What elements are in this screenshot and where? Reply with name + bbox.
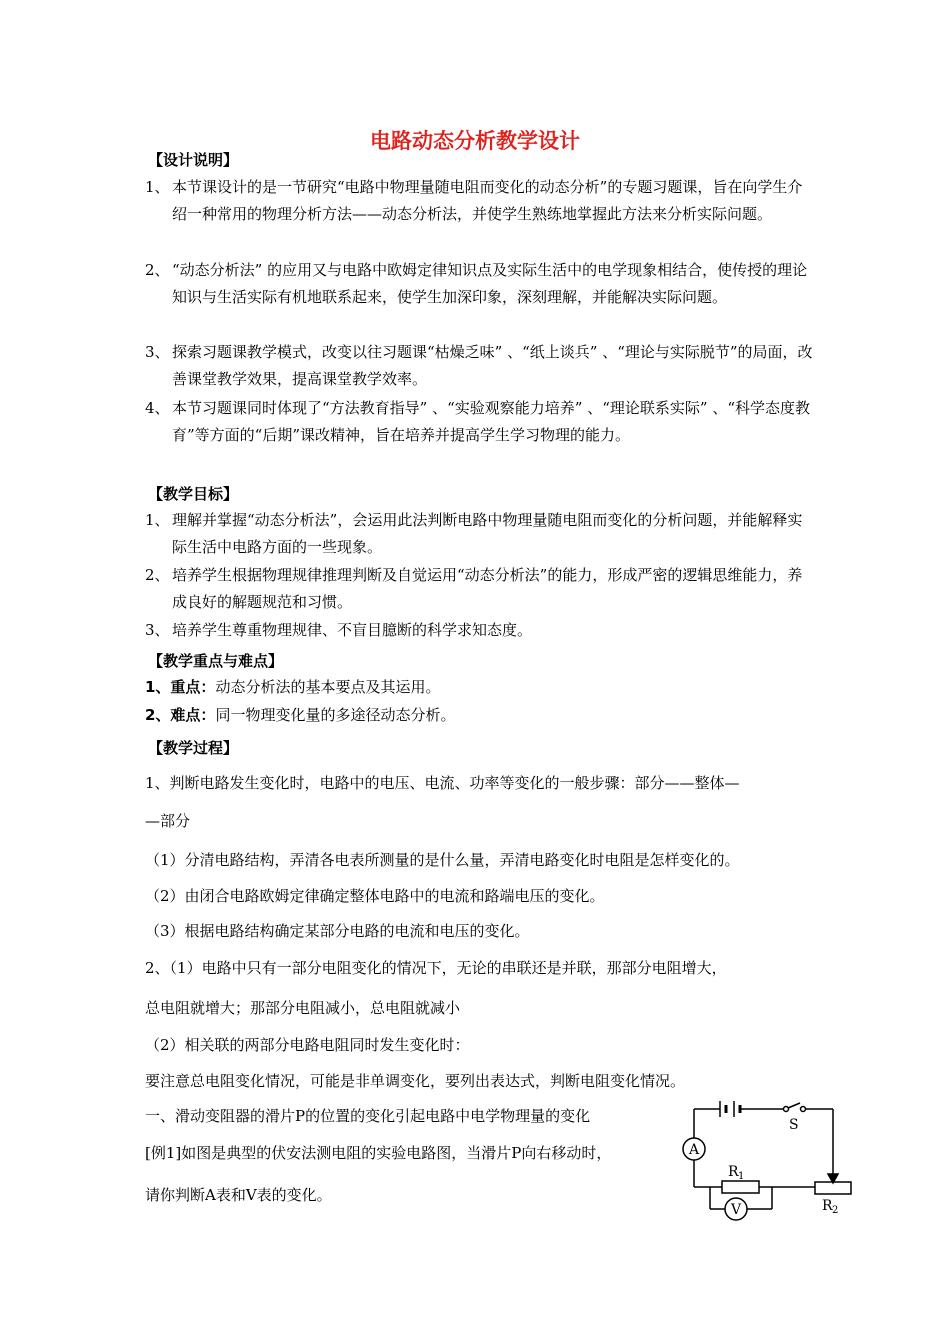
process-line: 1、判断电路发生变化时，电路中的电压、电流、功率等变化的一般步骤：部分——整体— xyxy=(145,774,740,792)
item-text: 本节习题课同时体现了“方法教育指导” 、“实验观察能力培养” 、“理论联系实际” 、“科学态度教育”等方面的“后期”课改精神，旨在培养并提高学生学习物理的能力。 xyxy=(172,399,810,444)
item-number: 1、 xyxy=(145,178,170,196)
list-item xyxy=(145,507,815,561)
section-heading-process: 【教学过程】 xyxy=(148,739,239,757)
process-line: 2、（1）电路中只有一部分电阻变化的情况下，无论的串联还是并联，那部分电阻增大， xyxy=(145,959,727,977)
item-text: 理解并掌握“动态分析法”，会运用此法判断电路中物理量随电阻而变化的分析问题，并能解释实际生活中电路方面的一些现象。 xyxy=(172,511,803,556)
key-point-text: 动态分析法的基本要点及其运用。 xyxy=(215,678,441,696)
list-item xyxy=(145,257,815,311)
switch-icon xyxy=(784,1107,789,1112)
process-line: 要注意总电阻变化情况，可能是非单调变化，要列出表达式，判断电阻变化情况。 xyxy=(145,1072,686,1090)
item-text: 培养学生尊重物理规律、不盲目臆断的科学求知态度。 xyxy=(172,621,533,639)
list-item xyxy=(145,395,815,449)
item-number: 4、 xyxy=(145,399,170,417)
process-line: 请你判断A表和V表的变化。 xyxy=(145,1186,332,1204)
key-point xyxy=(145,704,455,725)
item-text: 本节课设计的是一节研究“电路中物理量随电阻而变化的动态分析”的专题习题课，旨在向学生介绍一种常用的物理分析方法——动态分析法，并使学生熟练地掌握此方法来分析实际问题。 xyxy=(172,178,803,223)
process-line: —部分 xyxy=(145,812,191,830)
process-line: （2）相关联的两部分电路电阻同时发生变化时： xyxy=(145,1036,470,1054)
r1-subscript: 1 xyxy=(738,1171,745,1182)
r1-label: R xyxy=(728,1164,739,1180)
item-text: 培养学生根据物理规律推理判断及自觉运用“动态分析法”的能力，形成严密的逻辑思维能力，养成良好的解题规范和习惯。 xyxy=(172,566,803,611)
switch-label: S xyxy=(789,1117,799,1133)
list-item xyxy=(145,339,815,393)
switch-icon xyxy=(801,1107,806,1112)
section-heading-design-notes: 【设计说明】 xyxy=(148,151,239,169)
process-line: 总电阻就增大；那部分电阻减小，总电阻就减小 xyxy=(145,999,461,1017)
process-line: [例1]如图是典型的伏安法测电阻的实验电路图，当滑片P向右移动时， xyxy=(145,1144,612,1162)
key-point xyxy=(145,676,440,697)
ammeter-label: A xyxy=(688,1142,700,1158)
process-line: （2）由闭合电路欧姆定律确定整体电路中的电流和路端电压的变化。 xyxy=(145,887,605,905)
list-item xyxy=(145,617,815,644)
circuit-diagram xyxy=(680,1098,860,1223)
item-number: 1、 xyxy=(145,511,170,529)
voltmeter-label: V xyxy=(730,1202,742,1218)
item-text: 探索习题课教学模式，改变以往习题课“枯燥乏味” 、“纸上谈兵” 、“理论与实际脱节”的局面，改善课堂教学效果，提高课堂教学效率。 xyxy=(172,343,813,388)
process-line: 一、滑动变阻器的滑片P的位置的变化引起电路中电学物理量的变化 xyxy=(145,1107,591,1125)
process-line: （3）根据电路结构确定某部分电路的电流和电压的变化。 xyxy=(145,922,530,940)
key-point-label: 2、难点： xyxy=(145,706,216,724)
list-item xyxy=(145,562,815,616)
key-point-label: 1、重点： xyxy=(145,678,216,696)
process-line: （1）分清电路结构，弄清各电表所测量的是什么量，弄清电路变化时电阻是怎样变化的。 xyxy=(145,851,740,869)
item-number: 2、 xyxy=(145,261,170,279)
resistor-r1 xyxy=(722,1181,759,1193)
switch-icon xyxy=(788,1103,800,1108)
document-title: 电路动态分析教学设计 xyxy=(370,129,580,153)
section-heading-key-points: 【教学重点与难点】 xyxy=(148,652,284,670)
key-point-text: 同一物理变化量的多途径动态分析。 xyxy=(215,706,456,724)
item-text: “动态分析法” 的应用又与电路中欧姆定律知识点及实际生活中的电学现象相结合，使传授的理论知识与生活实际有机地联系起来，使学生加深印象，深刻理解，并能解决实际问题。 xyxy=(172,261,808,306)
r2-label: R xyxy=(822,1198,833,1214)
item-number: 3、 xyxy=(145,621,170,639)
section-heading-goals: 【教学目标】 xyxy=(148,485,239,503)
item-number: 3、 xyxy=(145,343,170,361)
item-number: 2、 xyxy=(145,566,170,584)
list-item xyxy=(145,174,815,228)
r2-subscript: 2 xyxy=(832,1205,839,1216)
